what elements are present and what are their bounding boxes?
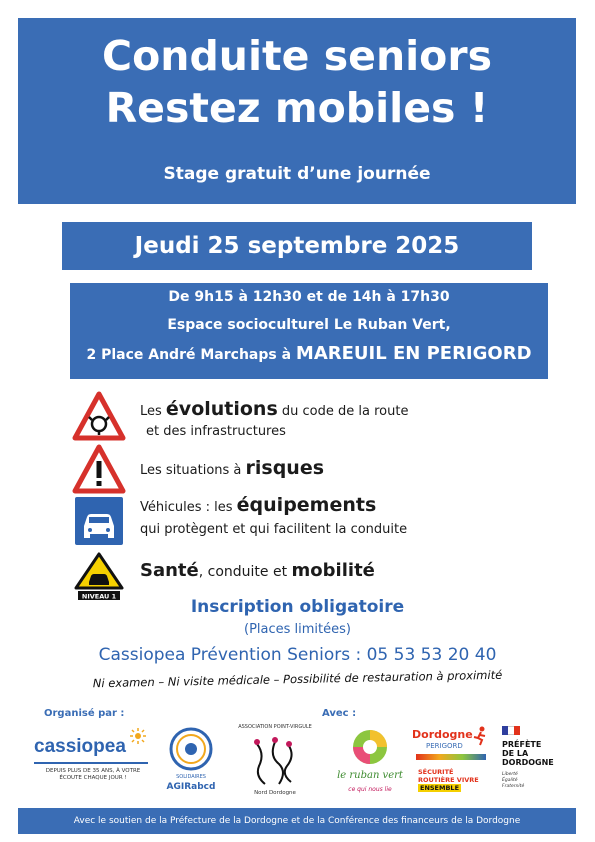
association-logo: [230, 722, 320, 802]
runner-icon: [472, 726, 488, 746]
topic-post: du code de la route: [277, 404, 409, 419]
warning-sign-icon: [72, 443, 126, 497]
dordogne-stripe: [416, 754, 486, 760]
title-line-2: Restez mobiles !: [105, 84, 489, 132]
event-address: [70, 343, 548, 364]
topic-text: [140, 398, 408, 439]
address-street: 2 Place André Marchaps à: [86, 347, 296, 363]
hero-banner: [18, 18, 576, 204]
dordogne-logo: [410, 722, 492, 802]
topic-bold: évolutions: [165, 398, 278, 420]
prefet-line-2: DE LA: [502, 749, 529, 758]
topic-pre: Les situations à: [140, 463, 246, 478]
topic-line-2: et des infrastructures: [146, 424, 286, 439]
logo-divider: [34, 762, 148, 764]
prefecture-logo: [500, 722, 566, 802]
sun-icon: [130, 728, 146, 744]
prefet-line-1: PRÉFÈTE: [502, 740, 542, 749]
topic-bold-a: Santé: [140, 560, 199, 581]
disclaimer: Ni examen – Ni visite médicale – Possibilité de restauration à proximité: [92, 667, 503, 691]
cassiopea-logo: [30, 722, 152, 802]
event-info: [70, 283, 548, 379]
with-label: Avec :: [322, 708, 357, 719]
level-label: NIVEAU 1: [81, 592, 117, 601]
partner-logos: [30, 722, 566, 802]
level-sign-icon: [72, 552, 126, 602]
subtitle: Stage gratuit d’une journée: [163, 164, 431, 184]
ruban-vert-sub: ce qui nous lie: [348, 786, 392, 793]
topic-pre: Véhicules : les: [140, 500, 237, 515]
event-date: Jeudi 25 septembre 2025: [62, 222, 532, 270]
securite-line-1: SÉCURITÉ: [418, 768, 454, 776]
registration-contact: Cassiopea Prévention Seniors : 05 53 53 20 40: [98, 645, 497, 665]
agirabcd-ring-label: SOLIDAIRES: [176, 774, 206, 780]
registration-note: (Places limitées): [244, 622, 351, 637]
event-venue: Espace socioculturel Le Ruban Vert,: [167, 317, 451, 333]
dancers-icon: [245, 734, 305, 786]
footer-support: Avec le soutien de la Préfecture de la Dordogne et de la Conférence des financeurs de la Dordogne: [18, 808, 576, 834]
roundabout-sign-icon: [72, 390, 126, 444]
agirabcd-ring-icon: [168, 726, 214, 772]
prefet-line-3: DORDOGNE: [502, 758, 554, 767]
cassiopea-name: cassiopea: [34, 736, 126, 757]
topic-line-2: qui protègent et qui facilitent la conduite: [140, 522, 408, 537]
agirabcd-name: AGIRabcd: [166, 782, 216, 792]
topic-bold: risques: [245, 457, 325, 479]
organised-by-label: Organisé par :: [44, 708, 125, 719]
prefet-motto: Liberté Égalité Fraternité: [502, 772, 525, 789]
securite-line-3: ENSEMBLE: [420, 784, 460, 792]
topic-line-1: [140, 398, 408, 420]
marianne-flag-icon: [502, 726, 520, 735]
dordogne-name: Dordogne: [412, 728, 473, 741]
association-name: ASSOCIATION POINT-VIRGULE: [238, 724, 312, 730]
association-sub: Nord Dordogne: [254, 790, 296, 796]
topic-text: [140, 560, 375, 581]
car-sign-icon: [72, 494, 126, 548]
topic-mid: , conduite et: [198, 564, 292, 580]
prefecture-name: [502, 740, 554, 767]
ruban-vert-icon: [351, 728, 389, 766]
ruban-vert-logo: [334, 722, 406, 802]
topic-pre: Les: [140, 404, 166, 419]
topic-line-1: [140, 560, 375, 581]
cassiopea-tagline: DEPUIS PLUS DE 35 ANS, À VOTRE ÉCOUTE CHAQUE JOUR !: [45, 768, 141, 781]
agirabcd-logo: [166, 722, 216, 802]
title-line-1: Conduite seniors: [102, 32, 492, 80]
topic-bold: équipements: [236, 494, 377, 516]
topic-text: [140, 457, 324, 479]
address-town: MAREUIL EN PERIGORD: [295, 343, 532, 364]
event-hours: De 9h15 à 12h30 et de 14h à 17h30: [168, 289, 450, 305]
ruban-vert-name: le ruban vert: [337, 770, 403, 781]
perigord-name: PERIGORD: [426, 742, 463, 750]
topic-line-1: [140, 457, 324, 479]
topic-text: [140, 494, 407, 537]
securite-routiere: [418, 768, 479, 792]
securite-line-2: ROUTIÈRE VIVRE: [418, 776, 479, 784]
registration-title: Inscription obligatoire: [190, 597, 405, 617]
topic-line-1: [140, 494, 407, 516]
topic-bold-b: mobilité: [291, 560, 375, 581]
